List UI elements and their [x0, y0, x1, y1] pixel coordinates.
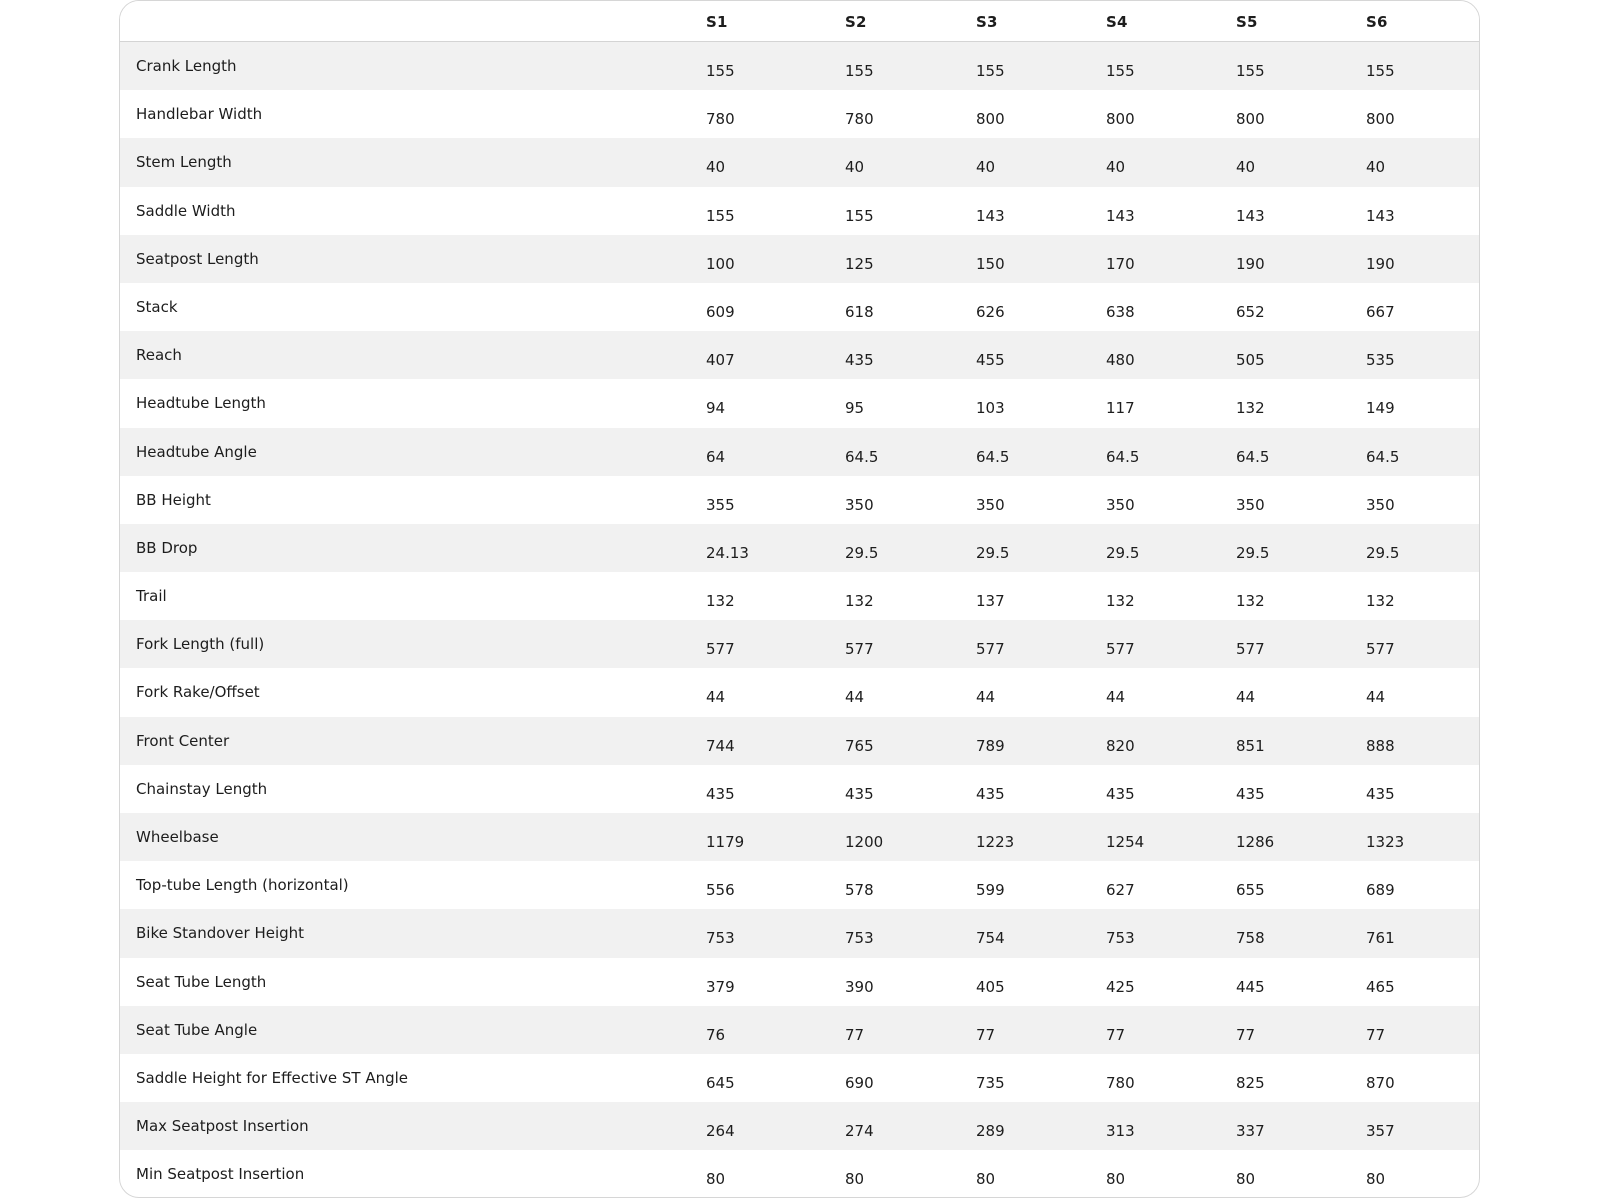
cell-value: 556: [706, 881, 735, 900]
row-label: Top-tube Length (horizontal): [136, 876, 349, 895]
table-row: [120, 524, 1479, 572]
row-label: Fork Rake/Offset: [136, 683, 260, 702]
cell-value: 800: [1236, 110, 1265, 129]
row-label: Max Seatpost Insertion: [136, 1117, 309, 1136]
cell-value: 155: [976, 62, 1005, 80]
cell-value: 744: [706, 736, 735, 755]
row-label: Min Seatpost Insertion: [136, 1165, 305, 1184]
cell-value: 132: [706, 592, 735, 611]
cell-value: 190: [1366, 254, 1395, 273]
cell-value: 132: [1366, 592, 1395, 611]
table-row: [120, 909, 1479, 957]
cell-value: 627: [1106, 881, 1135, 900]
cell-value: 150: [976, 254, 1005, 273]
cell-value: 44: [976, 688, 996, 707]
table-row: [120, 717, 1479, 765]
cell-value: 599: [976, 881, 1005, 900]
cell-value: 350: [1236, 495, 1265, 514]
cell-value: 800: [1366, 110, 1395, 129]
cell-value: 800: [1106, 110, 1135, 129]
cell-value: 143: [976, 206, 1005, 225]
cell-value: 1179: [706, 833, 745, 851]
cell-value: 405: [976, 977, 1005, 996]
cell-value: 29.5: [1106, 543, 1140, 562]
table-row: [120, 668, 1479, 716]
cell-value: 95: [845, 399, 865, 418]
cell-value: 94: [706, 399, 726, 418]
cell-value: 758: [1236, 929, 1265, 948]
cell-value: 753: [1106, 929, 1135, 948]
cell-value: 425: [1106, 977, 1135, 996]
cell-value: 132: [845, 592, 874, 611]
cell-value: 735: [976, 1073, 1005, 1092]
table-row: [120, 572, 1479, 620]
table-row: [120, 331, 1479, 379]
cell-value: 149: [1366, 399, 1395, 418]
cell-value: 761: [1366, 929, 1395, 948]
cell-value: 780: [706, 110, 735, 129]
cell-value: 155: [1106, 62, 1135, 80]
row-label: BB Height: [136, 490, 211, 509]
cell-value: 753: [706, 929, 735, 948]
cell-value: 80: [706, 1170, 726, 1189]
cell-value: 578: [845, 881, 874, 900]
row-label: BB Drop: [136, 538, 198, 557]
cell-value: 888: [1366, 736, 1395, 755]
column-header-s6: S6: [1366, 13, 1388, 31]
cell-value: 577: [845, 640, 874, 659]
table-row: [120, 958, 1479, 1006]
row-label: Seat Tube Length: [136, 972, 267, 991]
cell-value: 274: [845, 1122, 874, 1141]
cell-value: 64.5: [1106, 447, 1140, 466]
cell-value: 132: [1236, 399, 1265, 418]
cell-value: 350: [845, 495, 874, 514]
cell-value: 76: [706, 1025, 726, 1044]
cell-value: 626: [976, 302, 1005, 321]
table-body: [120, 42, 1479, 1198]
row-label: Chainstay Length: [136, 779, 268, 798]
table-row: [120, 861, 1479, 909]
cell-value: 689: [1366, 881, 1395, 900]
cell-value: 29.5: [976, 543, 1010, 562]
table-row: [120, 1150, 1479, 1198]
column-header-s5: S5: [1236, 13, 1258, 31]
cell-value: 24.13: [706, 543, 749, 562]
cell-value: 264: [706, 1122, 735, 1141]
cell-value: 609: [706, 302, 735, 321]
row-label: Crank Length: [136, 57, 237, 75]
cell-value: 80: [976, 1170, 996, 1189]
cell-value: 155: [706, 206, 735, 225]
cell-value: 753: [845, 929, 874, 948]
cell-value: 44: [1366, 688, 1386, 707]
cell-value: 480: [1106, 351, 1135, 370]
row-label: Saddle Height for Effective ST Angle: [136, 1068, 409, 1087]
cell-value: 313: [1106, 1122, 1135, 1141]
cell-value: 29.5: [1366, 543, 1400, 562]
cell-value: 690: [845, 1073, 874, 1092]
cell-value: 577: [1236, 640, 1265, 659]
cell-value: 435: [706, 784, 735, 803]
cell-value: 80: [1366, 1170, 1386, 1189]
cell-value: 445: [1236, 977, 1265, 996]
cell-value: 155: [845, 62, 874, 80]
cell-value: 357: [1366, 1122, 1395, 1141]
cell-value: 100: [706, 254, 735, 273]
row-label: Stem Length: [136, 153, 232, 172]
row-label: Seatpost Length: [136, 249, 259, 268]
cell-value: 577: [1106, 640, 1135, 659]
cell-value: 350: [1106, 495, 1135, 514]
cell-value: 29.5: [845, 543, 879, 562]
table-row: [120, 138, 1479, 186]
row-label: Seat Tube Angle: [136, 1020, 258, 1039]
row-label: Headtube Length: [136, 394, 266, 413]
cell-value: 80: [1236, 1170, 1256, 1189]
column-header-s3: S3: [976, 13, 998, 31]
cell-value: 435: [845, 784, 874, 803]
cell-value: 1254: [1106, 833, 1145, 851]
cell-value: 190: [1236, 254, 1265, 273]
cell-value: 64: [706, 447, 726, 466]
cell-value: 64.5: [1236, 447, 1270, 466]
cell-value: 435: [1106, 784, 1135, 803]
cell-value: 1223: [976, 833, 1015, 851]
cell-value: 355: [706, 495, 735, 514]
table-row: [120, 187, 1479, 235]
cell-value: 618: [845, 302, 874, 321]
cell-value: 44: [706, 688, 726, 707]
cell-value: 44: [1236, 688, 1256, 707]
row-label: Fork Length (full): [136, 635, 265, 654]
cell-value: 390: [845, 977, 874, 996]
cell-value: 77: [976, 1025, 996, 1044]
cell-value: 1200: [845, 833, 884, 851]
cell-value: 143: [1106, 206, 1135, 225]
cell-value: 870: [1366, 1073, 1395, 1092]
cell-value: 143: [1236, 206, 1265, 225]
column-header-s2: S2: [845, 13, 867, 31]
table-row: [120, 476, 1479, 524]
cell-value: 80: [1106, 1170, 1126, 1189]
cell-value: 77: [1236, 1025, 1256, 1044]
cell-value: 337: [1236, 1122, 1265, 1141]
cell-value: 800: [976, 110, 1005, 129]
row-label: Front Center: [136, 731, 230, 750]
cell-value: 1323: [1366, 833, 1405, 851]
table-row: [120, 1054, 1479, 1102]
table-row: [120, 379, 1479, 427]
table-row: [120, 235, 1479, 283]
cell-value: 435: [976, 784, 1005, 803]
row-label: Bike Standover Height: [136, 924, 305, 943]
cell-value: 765: [845, 736, 874, 755]
table-row: [120, 813, 1479, 861]
cell-value: 638: [1106, 302, 1135, 321]
cell-value: 289: [976, 1122, 1005, 1141]
row-label: Saddle Width: [136, 201, 236, 220]
cell-value: 44: [845, 688, 865, 707]
cell-value: 379: [706, 977, 735, 996]
cell-value: 780: [845, 110, 874, 129]
table-row: [120, 765, 1479, 813]
cell-value: 505: [1236, 351, 1265, 370]
cell-value: 825: [1236, 1073, 1265, 1092]
cell-value: 40: [1236, 158, 1256, 177]
cell-value: 64.5: [845, 447, 879, 466]
cell-value: 155: [1366, 62, 1395, 80]
cell-value: 435: [1366, 784, 1395, 803]
cell-value: 780: [1106, 1073, 1135, 1092]
cell-value: 535: [1366, 351, 1395, 370]
cell-value: 132: [1106, 592, 1135, 611]
cell-value: 117: [1106, 399, 1135, 418]
row-label: Headtube Angle: [136, 442, 257, 461]
table-row: [120, 620, 1479, 668]
cell-value: 64.5: [1366, 447, 1400, 466]
cell-value: 40: [845, 158, 865, 177]
row-label: Reach: [136, 346, 182, 365]
cell-value: 155: [1236, 62, 1265, 80]
column-header-s4: S4: [1106, 13, 1128, 31]
cell-value: 350: [976, 495, 1005, 514]
table-row: [120, 1006, 1479, 1054]
cell-value: 29.5: [1236, 543, 1270, 562]
cell-value: 77: [1366, 1025, 1386, 1044]
cell-value: 577: [706, 640, 735, 659]
cell-value: 577: [1366, 640, 1395, 659]
cell-value: 77: [845, 1025, 865, 1044]
cell-value: 465: [1366, 977, 1395, 996]
table-header-row: [120, 1, 1479, 42]
cell-value: 80: [845, 1170, 865, 1189]
cell-value: 132: [1236, 592, 1265, 611]
cell-value: 851: [1236, 736, 1265, 755]
cell-value: 125: [845, 254, 874, 273]
cell-value: 455: [976, 351, 1005, 370]
geometry-table: [119, 0, 1480, 1198]
cell-value: 435: [1236, 784, 1265, 803]
cell-value: 577: [976, 640, 1005, 659]
cell-value: 44: [1106, 688, 1126, 707]
cell-value: 435: [845, 351, 874, 370]
cell-value: 350: [1366, 495, 1395, 514]
row-label: Trail: [136, 587, 167, 606]
column-header-s1: S1: [706, 13, 728, 31]
cell-value: 407: [706, 351, 735, 370]
table-row: [120, 1102, 1479, 1150]
cell-value: 77: [1106, 1025, 1126, 1044]
cell-value: 820: [1106, 736, 1135, 755]
cell-value: 667: [1366, 302, 1395, 321]
cell-value: 155: [706, 62, 735, 80]
cell-value: 155: [845, 206, 874, 225]
cell-value: 645: [706, 1073, 735, 1092]
cell-value: 754: [976, 929, 1005, 948]
cell-value: 652: [1236, 302, 1265, 321]
cell-value: 170: [1106, 254, 1135, 273]
cell-value: 137: [976, 592, 1005, 611]
cell-value: 655: [1236, 881, 1265, 900]
table-row: [120, 90, 1479, 138]
row-label: Handlebar Width: [136, 105, 263, 124]
cell-value: 40: [706, 158, 726, 177]
cell-value: 103: [976, 399, 1005, 418]
cell-value: 64.5: [976, 447, 1010, 466]
cell-value: 40: [976, 158, 996, 177]
cell-value: 143: [1366, 206, 1395, 225]
cell-value: 1286: [1236, 833, 1275, 851]
table-row: [120, 428, 1479, 476]
cell-value: 40: [1106, 158, 1126, 177]
table-row: [120, 42, 1479, 90]
cell-value: 789: [976, 736, 1005, 755]
cell-value: 40: [1366, 158, 1386, 177]
table-row: [120, 283, 1479, 331]
row-label: Stack: [136, 297, 178, 316]
row-label: Wheelbase: [136, 828, 219, 846]
